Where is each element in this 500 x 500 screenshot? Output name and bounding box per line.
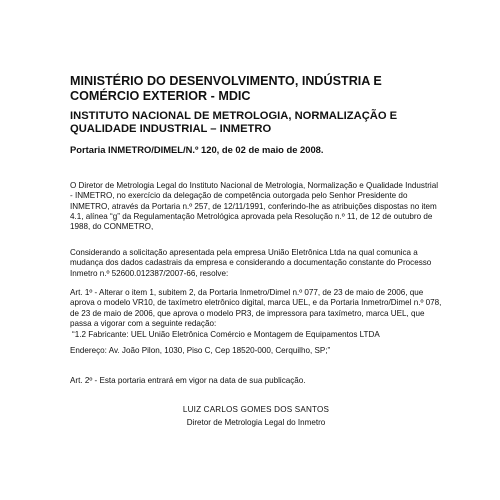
ministry-title: MINISTÉRIO DO DESENVOLVIMENTO, INDÚSTRIA E COMÉRCIO EXTERIOR - MDIC [70, 74, 382, 103]
article-2-paragraph: Art. 2º - Esta portaria entrará em vigor na data de sua publicação. [70, 376, 306, 385]
considering-paragraph: Considerando a solicitação apresentada pela empresa União Eletrônica Ltda na qual comunica a mudança dos dados cadastrais da empresa e considerando a documentação constante do Processo Inmetro n.º 52600.012387/2007-66, resolve: [70, 248, 432, 278]
institute-title: INSTITUTO NACIONAL DE METROLOGIA, NORMALIZAÇÃO E QUALIDADE INDUSTRIAL – INMETRO [70, 110, 398, 135]
quoted-address-line: Endereço: Av. João Pilon, 1030, Piso C, Cep 18520-000, Cerquilho, SP;” [70, 346, 331, 355]
quoted-manufacturer-line: “1.2 Fabricante: UEL União Eletrônica Comércio e Montagem de Equipamentos LTDA [72, 330, 380, 339]
article-1-paragraph: Art. 1º - Alterar o item 1, subitem 2, da Portaria Inmetro/Dimel n.º 077, de 23 de maio de 2006, que aprova o modelo VR10, de taxímetro eletrônico digital, marca UEL, e da Portaria Inmetro/Dimel n.º 078, de 23 de maio de 2006, que aprova o modelo PR3, de impressora para taxímetro, marca UEL, que passa a vigorar com a seguinte redação: [70, 288, 442, 328]
signatory-role: Diretor de Metrologia Legal do Inmetro [186, 418, 326, 427]
document-header [70, 74, 450, 156]
preamble-paragraph: O Diretor de Metrologia Legal do Instituto Nacional de Metrologia, Normalização e Qualidade Industrial - INMETRO, no exercício da delegação de competência outorgada pelo Senhor Presidente do INMETRO, através da Portaria n.º 257, de 12/11/1991, conferindo-lhe as atribuições dispostas no item 4.1, alínea “g” da Regulamentação Metrológica aprovada pela Resolução n.º 11, de 12 de outubro de 1988, do CONMETRO, [70, 181, 439, 232]
portaria-title: Portaria INMETRO/DIMEL/N.º 120, de 02 de maio de 2008. [70, 144, 324, 155]
signatory-name: LUIZ CARLOS GOMES DOS SANTOS [182, 405, 330, 414]
